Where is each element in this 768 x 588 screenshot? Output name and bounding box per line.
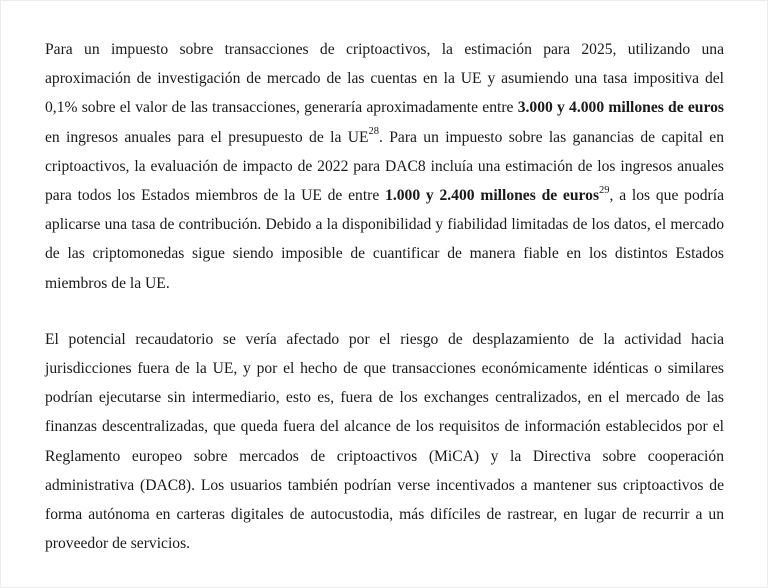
footnote-ref-29[interactable]: 29 <box>599 184 610 196</box>
paragraph-text: Para un impuesto sobre transacciones de criptoactivos, la estimación para 2025, utilizando una aproximación de investigación de mercado de las cuentas en la UE y asumiendo una tasa impositiva del 0,1% sobre el valor de las transacciones, generaría aproximadamente entre <box>45 41 724 117</box>
paragraph-text: en ingresos anuales para el presupuesto de la UE <box>45 128 369 146</box>
paragraph-text: , a los que podría aplicarse una tasa de contribución. Debido a la disponibilidad y fiabilidad limitadas de los datos, el mercado de las criptomonedas sigue siendo imposible de cuantificar de manera fiable en los distintos Estados miembros de la UE. <box>45 187 724 292</box>
paragraph-collection-risks: El potencial recaudatorio se vería afectado por el riesgo de desplazamiento de la actividad hacia jurisdicciones fuera de la UE, y por el hecho de que transacciones económicamente idénticas o similares podrían ejecutarse sin intermediario, esto es, fuera de los exchanges centralizados, en el mercado de las finanzas descentralizadas, que queda fuera del alcance de los requisitos de información establecidos por el Reglamento europeo sobre mercados de criptoactivos (MiCA) y la Directiva sobre cooperación administrativa (DAC8). Los usuarios también podrían verse incentivados a mantener sus criptoactivos de forma autónoma en carteras digitales de autocustodia, más difíciles de rastrear, en lugar de recurrir a un proveedor de servicios. <box>45 330 724 553</box>
bold-estimate-capital-gains: 1.000 y 2.400 millones de euros <box>385 187 600 205</box>
bold-estimate-transactions-tax: 3.000 y 4.000 millones de euros <box>517 99 724 117</box>
paragraph-text: . Para un impuesto sobre las ganancias de capital en criptoactivos, la evaluación de impacto de 2022 para DAC8 incluía una estimación de los ingresos anuales para todos los Estados miembros de la UE de entre <box>45 128 724 205</box>
footnote-ref-28[interactable]: 28 <box>368 126 379 138</box>
paragraph-revenue-estimates <box>45 35 724 298</box>
